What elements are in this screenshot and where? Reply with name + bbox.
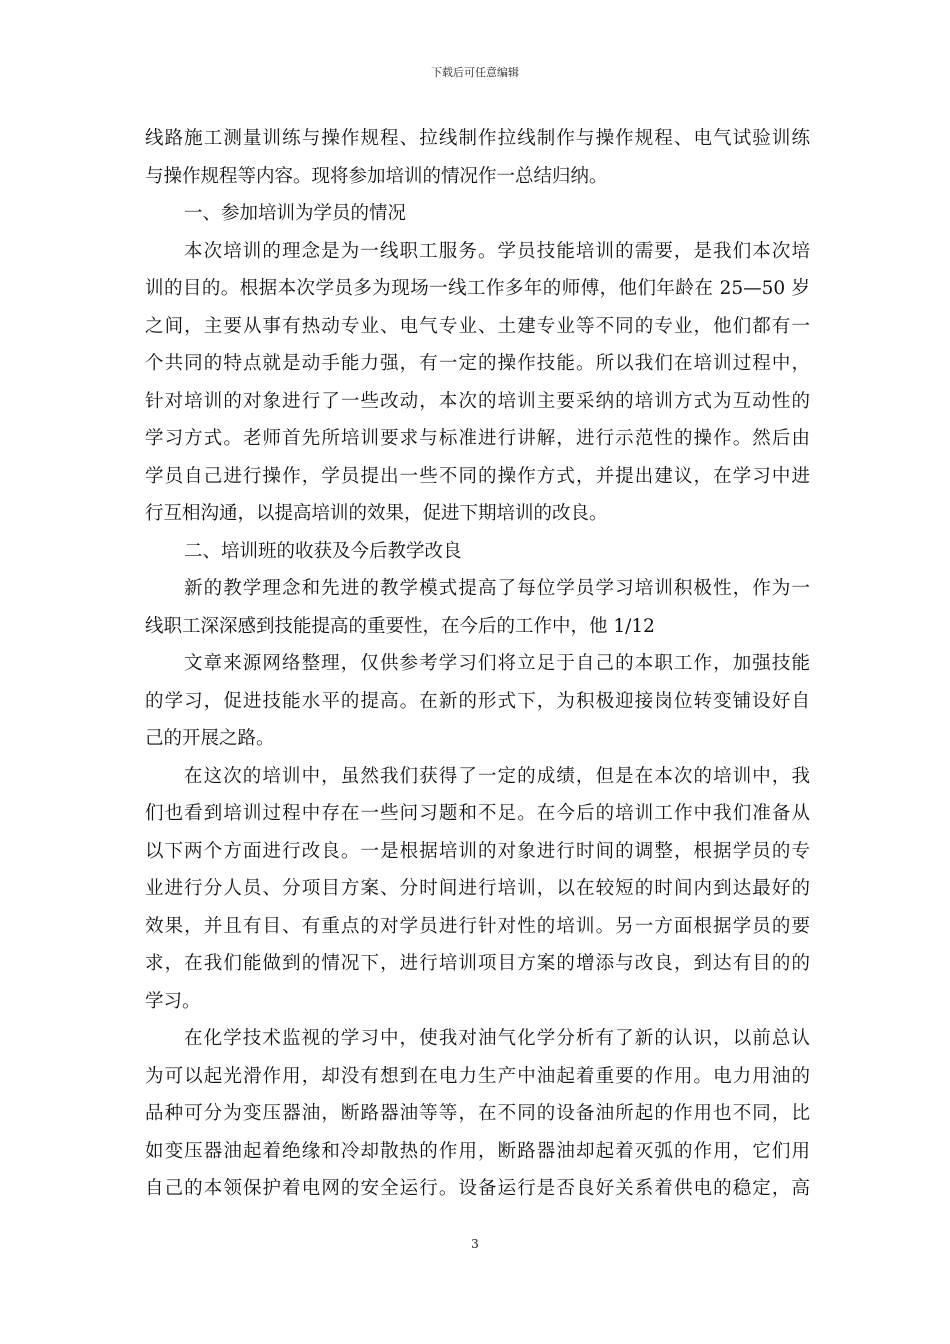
body-line: 训的目的。根据本次学员多为现场一线工作多年的师傅，他们年龄在 25—50 岁 — [145, 278, 810, 299]
body-line: 新的教学理念和先进的教学模式提高了每位学员学习培训积极性，作为一 — [184, 578, 810, 599]
body-line: 为可以起光滑作用，却没有想到在电力生产中油起着重要的作用。电力用油的 — [145, 1065, 810, 1087]
body-line: 们也看到培训过程中存在一些问习题和不足。在今后的培训工作中我们准备从 — [145, 803, 810, 824]
body-line: 行互相沟通，以提高培训的效果，促进下期培训的改良。 — [145, 503, 608, 524]
body-line: 与操作规程等内容。现将参加培训的情况作一总结归纳。 — [145, 165, 608, 187]
body-line: 线路施工测量训练与操作规程、拉线制作拉线制作与操作规程、电气试验训练 — [145, 128, 810, 149]
body-line: 线职工深深感到技能提高的重要性，在今后的工作中，他 1/12 — [145, 615, 655, 637]
body-line: 学习方式。老师首先所培训要求与标准进行讲解，进行示范性的操作。然后由 — [145, 428, 810, 449]
page-header: 下载后可任意编辑 — [431, 66, 519, 79]
body-line: 自己的本领保护着电网的安全运行。设备运行是否良好关系着供电的稳定，高 — [145, 1178, 810, 1199]
body-line: 如变压器油起着绝缘和冷却散热的作用，断路器油却起着灭弧的作用，它们用 — [145, 1140, 810, 1162]
document-body — [145, 120, 810, 1208]
body-line: 业进行分人员、分项目方案、分时间进行培训，以在较短的时间内到达最好的 — [145, 878, 810, 899]
body-line: 针对培训的对象进行了一些改动，本次的培训主要采纳的培训方式为互动性的 — [145, 390, 810, 412]
body-line: 本次培训的理念是为一线职工服务。学员技能培训的需要，是我们本次培 — [184, 240, 810, 262]
body-line: 效果，并且有目、有重点的对学员进行针对性的培训。另一方面根据学员的要 — [145, 915, 810, 937]
body-line: 学员自己进行操作，学员提出一些不同的操作方式，并提出建议，在学习中进 — [145, 465, 810, 487]
body-line: 在化学技术监视的学习中，使我对油气化学分析有了新的认识，以前总认 — [184, 1028, 810, 1049]
body-line: 求，在我们能做到的情况下，进行培训项目方案的增添与改良，到达有目的的 — [145, 953, 810, 974]
body-line: 个共同的特点就是动手能力强，有一定的操作技能。所以我们在培训过程中， — [145, 353, 810, 374]
body-line: 品种可分为变压器油，断路器油等等，在不同的设备油所起的作用也不同，比 — [145, 1103, 810, 1124]
page-number: 3 — [471, 1237, 479, 1251]
body-line: 学习。 — [145, 990, 201, 1012]
body-line: 以下两个方面进行改良。一是根据培训的对象进行时间的调整，根据学员的专 — [145, 840, 810, 862]
body-line: 己的开展之路。 — [145, 728, 275, 749]
body-line: 在这次的培训中，虽然我们获得了一定的成绩，但是在本次的培训中，我 — [184, 765, 810, 787]
body-line: 文章来源网络整理，仅供参考学习们将立足于自己的本职工作，加强技能 — [184, 653, 810, 674]
body-line: 之间，主要从事有热动专业、电气专业、土建专业等不同的专业，他们都有一 — [145, 315, 810, 337]
section-heading: 二、培训班的收获及今后教学改良 — [184, 540, 462, 562]
body-line: 的学习，促进技能水平的提高。在新的形式下，为积极迎接岗位转变铺设好自 — [145, 690, 810, 712]
section-heading: 一、参加培训为学员的情况 — [184, 203, 407, 224]
